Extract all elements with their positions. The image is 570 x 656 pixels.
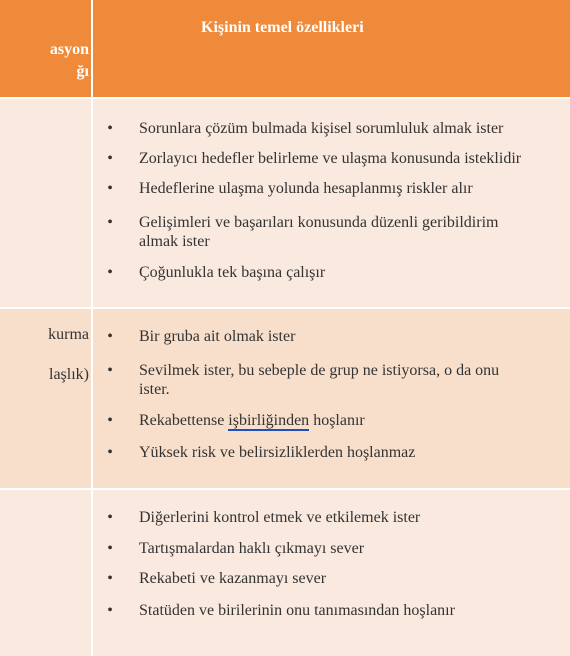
header-left-label-line1: asyon [49, 41, 89, 58]
header-right-cell [93, 0, 570, 97]
row-divider [0, 488, 570, 490]
header-left-cell [0, 0, 91, 97]
row-divider [0, 97, 570, 99]
row-left-label: laşlık) [49, 366, 89, 383]
header-left-label [0, 40, 91, 82]
header-left-label-line2: ğı [76, 63, 89, 80]
table-row: • Sorunlara çözüm bulmada kişisel sorumluluk almak ister • Zorlayıcı hedefler belirleme ve ulaşma konusunda isteklidir • Hedeflerine ulaşma yolunda hesaplanmış riskler alır • Gelişimleri ve başarıları konusunda düzenli geribildirim almak ister • Çoğunlukla tek başına çalışır [0, 99, 570, 307]
table-row: kurma laşlık) • Bir gruba ait olmak ister • Sevilmek ister, bu sebeple de grup ne istiyorsa, o da onu ister. • Rekabettense işbirliğinden hoşlanır • Yüksek risk ve belirsizliklerden hoşlanmaz [0, 309, 570, 488]
spellcheck-underlined-word: işbirliğinden [228, 412, 310, 429]
row-divider [0, 307, 570, 309]
table-row: • Diğerlerini kontrol etmek ve etkilemek ister • Tartışmalardan haklı çıkmayı sever • Rekabeti ve kazanmayı sever • Statüden ve birilerinin onu tanımasından hoşlanır [0, 490, 570, 656]
row-left-label: kurma [48, 326, 89, 343]
header-right-label: Kişinin temel özellikleri [201, 19, 364, 36]
